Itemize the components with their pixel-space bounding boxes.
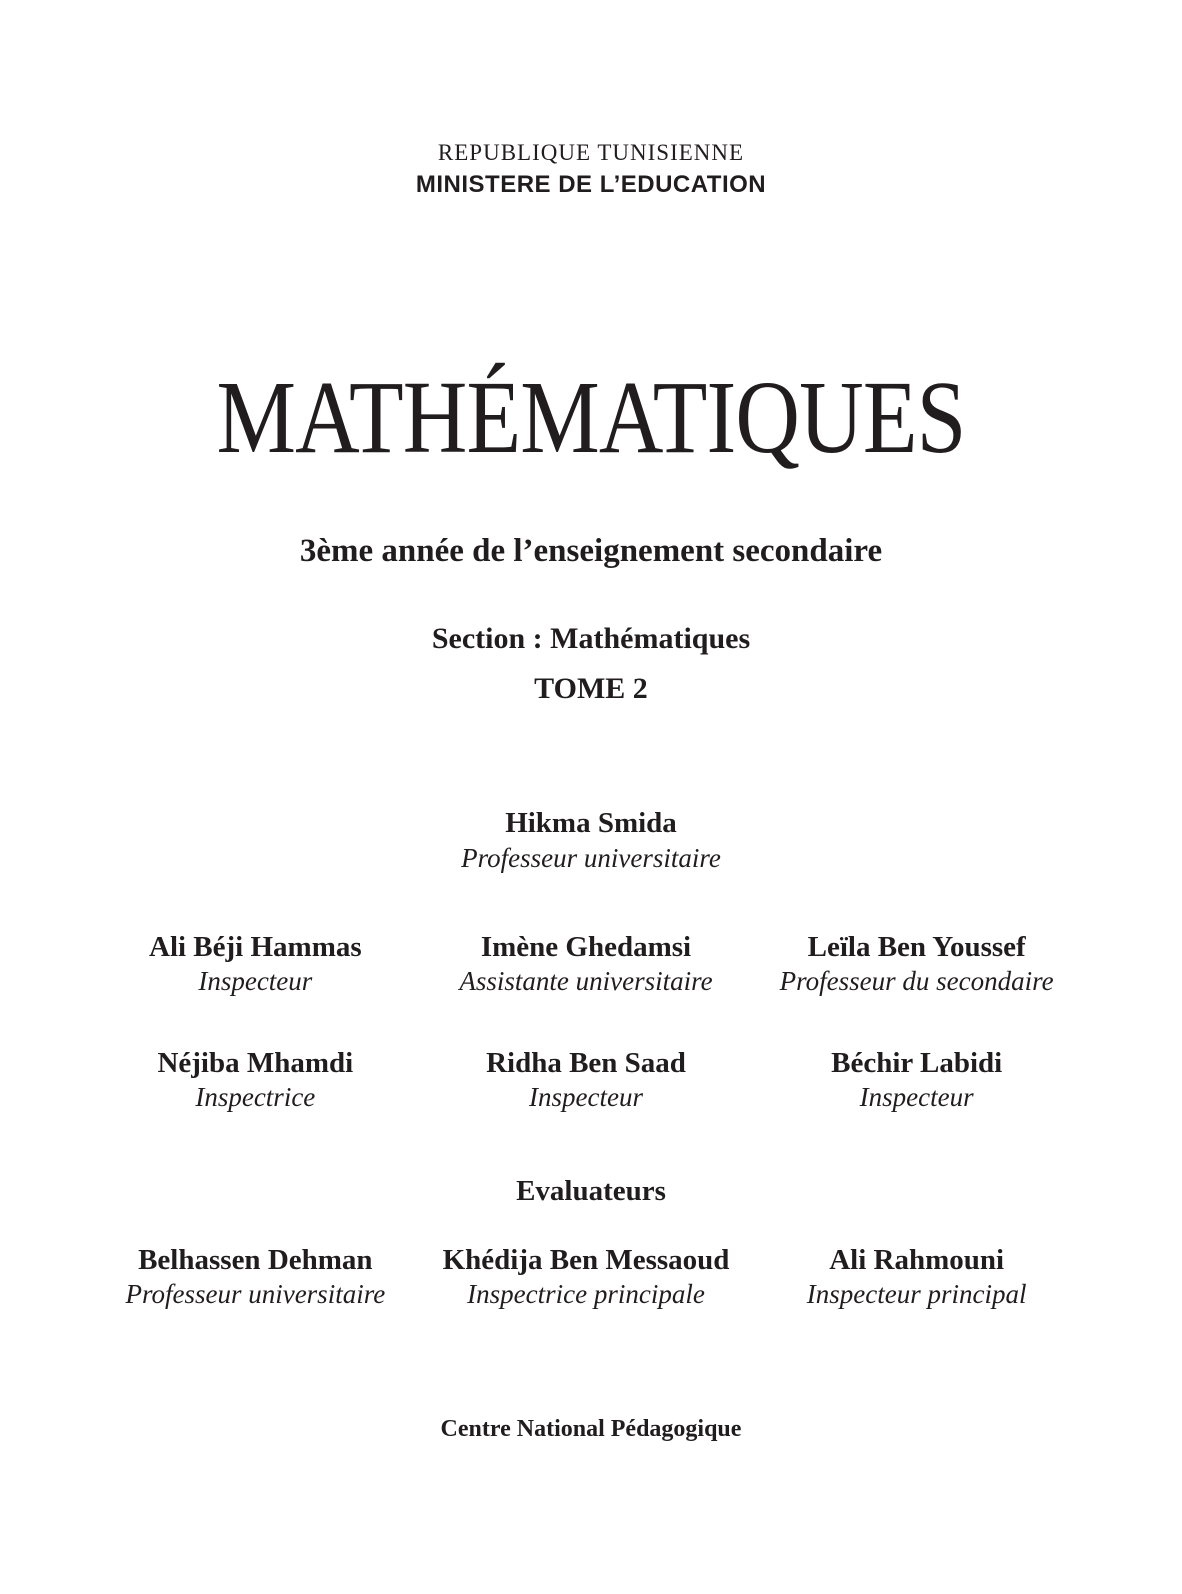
author-name: Imène Ghedamsi (480, 931, 692, 964)
page-header (0, 0, 1182, 200)
author-role: Inspecteur (859, 1082, 974, 1113)
author-entry (756, 1045, 1077, 1114)
author-name: Néjiba Mhamdi (157, 1046, 354, 1079)
evaluator-name: Belhassen Dehman (138, 1243, 373, 1276)
author-role: Inspectrice (195, 1082, 316, 1113)
author-entry (95, 1045, 416, 1114)
book-title: MATHÉMATIQUES (216, 359, 966, 475)
author-entry (756, 929, 1077, 998)
author-entry (426, 929, 747, 998)
section-line: Section : Mathématiques (431, 622, 751, 656)
tome-line: TOME 2 (534, 672, 648, 706)
author-entry (426, 1045, 747, 1114)
author-name: Leïla Ben Youssef (807, 931, 1026, 964)
evaluator-name: Khédija Ben Messaoud (442, 1243, 730, 1276)
evaluator-entry (756, 1242, 1077, 1311)
lead-author-name: Hikma Smida (505, 807, 677, 840)
evaluators-row (0, 1242, 1182, 1311)
evaluator-role: Inspectrice principale (467, 1278, 705, 1309)
evaluators-heading: Evaluateurs (516, 1175, 666, 1208)
author-role: Inspecteur (198, 966, 313, 997)
author-role: Assistante universitaire (459, 966, 713, 997)
header-country: REPUBLIQUE TUNISIENNE (437, 140, 745, 165)
author-role: Inspecteur (529, 1082, 643, 1113)
author-name: Béchir Labidi (831, 1046, 1003, 1079)
evaluator-name: Ali Rahmouni (829, 1243, 1005, 1276)
lead-author (0, 805, 1182, 874)
edition-subtitle: 3ème année de l’enseignement secondaire (299, 532, 883, 569)
author-entry (95, 929, 416, 998)
evaluator-role: Inspecteur principal (806, 1278, 1027, 1309)
publisher-footer: Centre National Pédagogique (440, 1416, 742, 1443)
authors-row-1 (0, 929, 1182, 998)
author-name: Ali Béji Hammas (149, 931, 362, 964)
author-role: Professeur du secondaire (779, 966, 1054, 997)
header-ministry: MINISTERE DE L’EDUCATION (415, 170, 767, 198)
evaluator-role: Professeur universitaire (125, 1278, 386, 1309)
authors-row-2 (0, 1045, 1182, 1114)
evaluator-entry (426, 1242, 747, 1311)
evaluator-entry (95, 1242, 416, 1311)
author-name: Ridha Ben Saad (486, 1046, 686, 1079)
lead-author-role: Professeur universitaire (461, 842, 721, 873)
